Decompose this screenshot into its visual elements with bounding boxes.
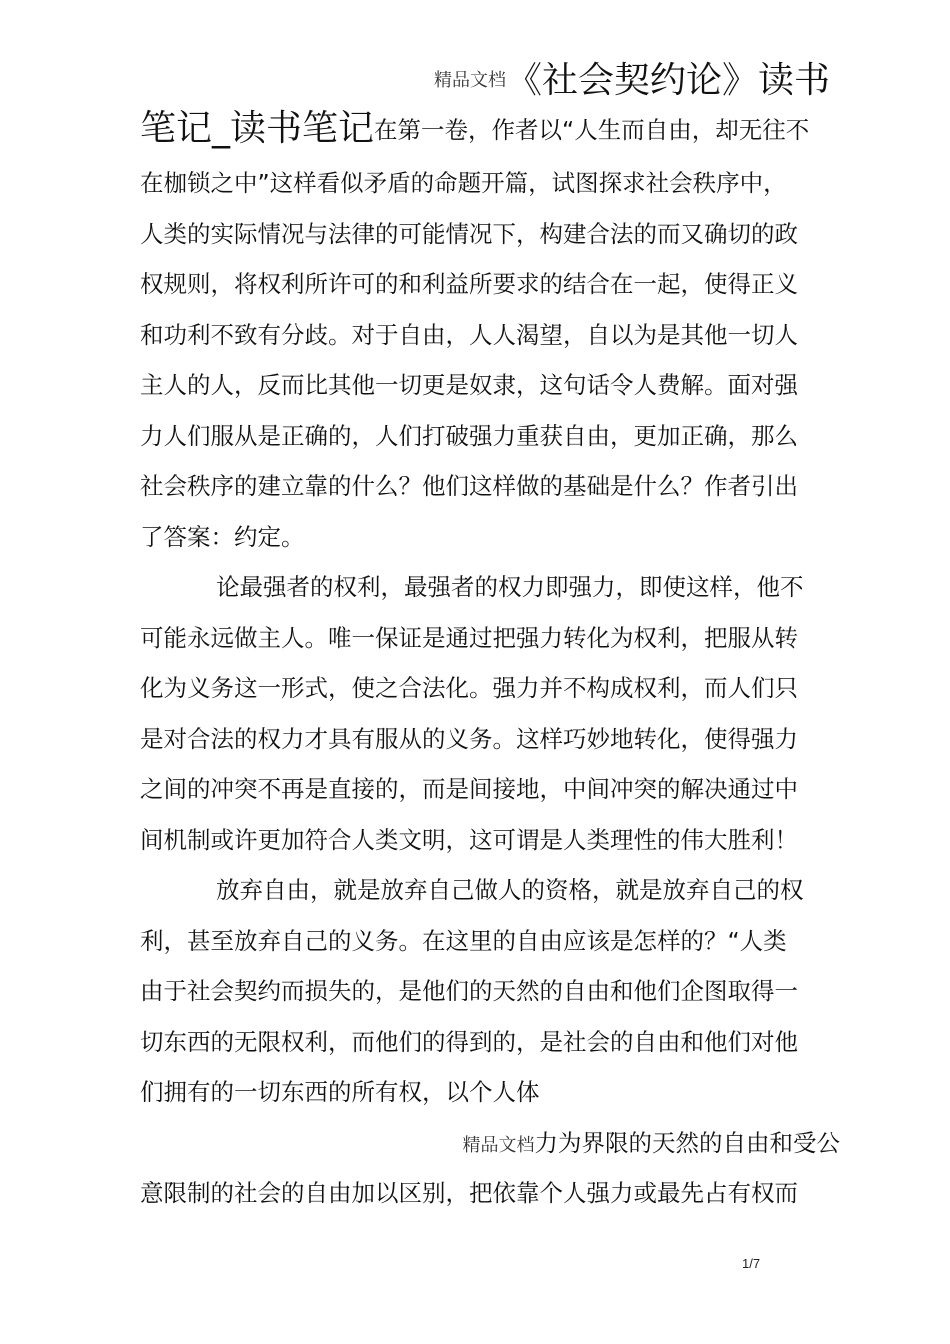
paragraph-line: 意限制的社会的自由加以区别，把依靠个人强力或最先占有权而	[140, 1179, 798, 1207]
paragraph-line: 可能永远做主人。唯一保证是通过把强力转化为权利，把服从转	[140, 624, 798, 652]
paragraph-line: 人类的实际情况与法律的可能情况下，构建合法的而又确切的政	[140, 220, 798, 248]
paragraph-line-text: 力为界限的天然的自由和受公	[534, 1129, 840, 1157]
paragraph-line	[140, 562, 840, 612]
paragraph-line: 利，甚至放弃自己的义务。在这里的自由应该是怎样的？“人类	[140, 927, 787, 955]
paragraph-line: 切东西的无限权利，而他们的得到的，是社会的自由和他们对他	[140, 1028, 798, 1056]
paragraph-line: 间机制或许更加符合人类文明，这可谓是人类理性的伟大胜利！	[140, 826, 798, 854]
paragraph-line: 由于社会契约而损失的，是他们的天然的自由和他们企图取得一	[140, 977, 798, 1005]
paragraph-line	[140, 865, 840, 915]
paragraph-line: 权规则，将权利所许可的和利益所要求的结合在一起，使得正义	[140, 270, 798, 298]
paragraph-line: 在第一卷，作者以“人生而自由，却无往不	[374, 116, 810, 144]
paragraph-line: 化为义务这一形式，使之合法化。强力并不构成权利，而人们只	[140, 674, 798, 702]
paragraph-line: 主人的人，反而比其他一切更是奴隶，这句话令人费解。面对强	[140, 371, 798, 399]
paragraph-line: 们拥有的一切东西的所有权，以个人体	[140, 1078, 540, 1106]
header-watermark: 精品文档	[433, 70, 506, 91]
paragraph-line: 社会秩序的建立靠的什么？他们这样做的基础是什么？作者引出	[140, 472, 798, 500]
document-title-part2: 笔记_读书笔记	[140, 108, 375, 149]
body-watermark: 精品文档	[462, 1135, 535, 1156]
page-number: 1/7	[742, 1256, 761, 1271]
paragraph-line: 在枷锁之中”这样看似矛盾的命题开篇，试图探求社会秩序中，	[140, 169, 787, 197]
paragraph-line-text: 论最强者的权利，最强者的权力即强力，即使这样，他不	[216, 573, 804, 601]
continuation-line	[140, 1118, 840, 1171]
paragraph-line: 之间的冲突不再是直接的，而是间接地，中间冲突的解决通过中	[140, 775, 798, 803]
paragraph-line: 力人们服从是正确的，人们打破强力重获自由，更加正确，那么	[140, 422, 798, 450]
title-line-2	[140, 104, 840, 155]
paragraph-line: 是对合法的权力才具有服从的义务。这样巧妙地转化，使得强力	[140, 725, 798, 753]
paragraph-line: 和功利不致有分歧。对于自由，人人渴望，自以为是其他一切人	[140, 321, 798, 349]
title-line-1	[140, 52, 830, 103]
document-title-part1: 《社会契约论》读书	[505, 60, 830, 101]
paragraph-line-text: 放弃自由，就是放弃自己做人的资格，就是放弃自己的权	[216, 876, 804, 904]
paragraph-line: 了答案：约定。	[140, 523, 305, 551]
